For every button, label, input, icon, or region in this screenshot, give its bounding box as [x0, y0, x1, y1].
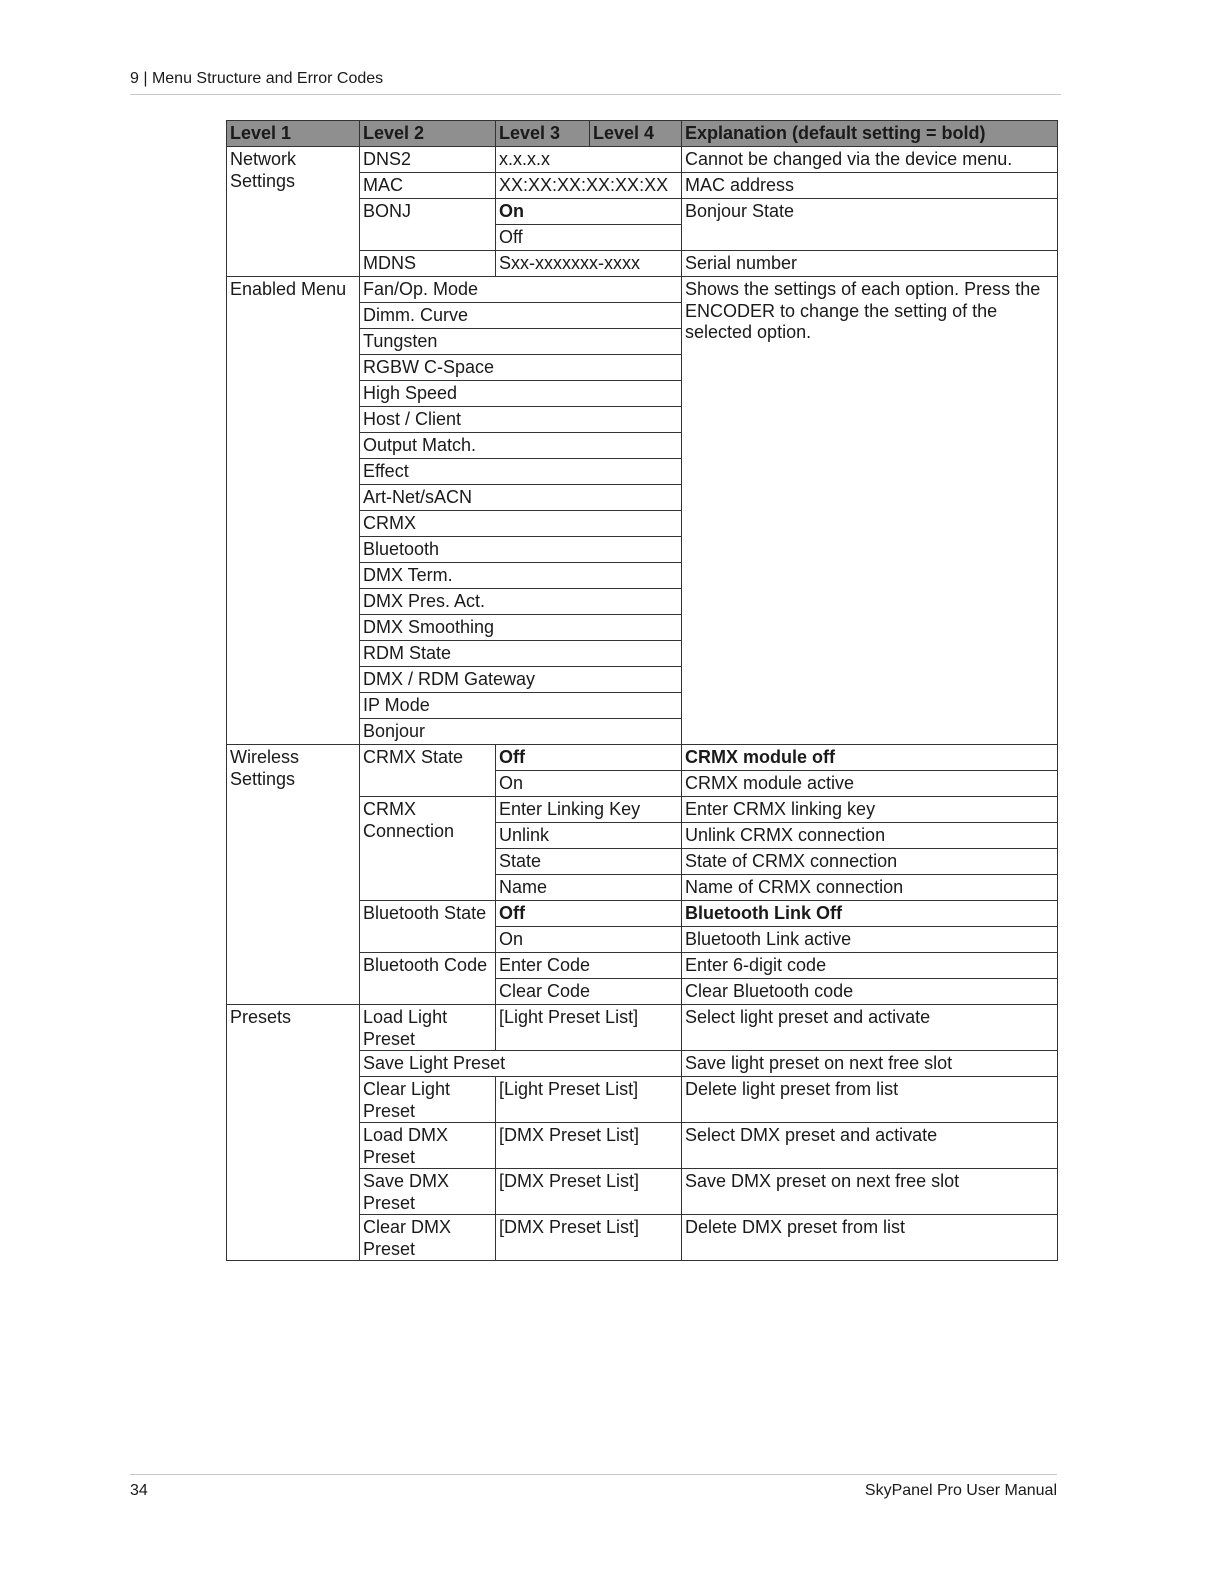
level3-mac-value: XX:XX:XX:XX:XX:XX: [496, 173, 682, 199]
explanation-bt-enter-code: Enter 6-digit code: [682, 953, 1058, 979]
level2-save-dmx-preset: Save DMX Preset: [360, 1169, 496, 1215]
header-explanation: Explanation (default setting = bold): [682, 121, 1058, 147]
explanation-clear-light: Delete light preset from list: [682, 1077, 1058, 1123]
level1-network-settings: Network Settings: [227, 147, 360, 277]
level1-enabled-menu: Enabled Menu: [227, 277, 360, 745]
table-row: [227, 277, 1058, 303]
page-header: [130, 70, 1061, 95]
level3-dmx-preset-list: [DMX Preset List]: [496, 1169, 682, 1215]
enabled-item: Effect: [360, 459, 682, 485]
enabled-item: High Speed: [360, 381, 682, 407]
header-level-3: Level 3: [496, 121, 590, 147]
level2-bluetooth-state: Bluetooth State: [360, 901, 496, 953]
page-number: 34: [130, 1482, 148, 1499]
enabled-item: Output Match.: [360, 433, 682, 459]
enabled-item: DMX Smoothing: [360, 615, 682, 641]
level2-crmx-connection: CRMX Connection: [360, 797, 496, 901]
level2-mac: MAC: [360, 173, 496, 199]
explanation-save-dmx: Save DMX preset on next free slot: [682, 1169, 1058, 1215]
table-row: [227, 1005, 1058, 1051]
enabled-item: Bluetooth: [360, 537, 682, 563]
explanation-bt-on: Bluetooth Link active: [682, 927, 1058, 953]
level3-crmx-state-on: On: [496, 771, 682, 797]
level3-crmx-conn-item: Enter Linking Key: [496, 797, 682, 823]
explanation-crmx-conn: Enter CRMX linking key: [682, 797, 1058, 823]
level2-clear-dmx-preset: Clear DMX Preset: [360, 1215, 496, 1261]
enabled-item: Bonjour: [360, 719, 682, 745]
level1-presets: Presets: [227, 1005, 360, 1261]
level3-crmx-conn-item: State: [496, 849, 682, 875]
explanation-enabled-menu: Shows the settings of each option. Press the ENCODER to change the setting of the selected option.: [682, 277, 1058, 745]
enabled-item: IP Mode: [360, 693, 682, 719]
menu-structure-table: [226, 120, 1058, 1261]
explanation-crmx-conn: State of CRMX connection: [682, 849, 1058, 875]
enabled-item: DMX Pres. Act.: [360, 589, 682, 615]
level3-dmx-preset-list: [DMX Preset List]: [496, 1123, 682, 1169]
level2-load-dmx-preset: Load DMX Preset: [360, 1123, 496, 1169]
table-row: [227, 745, 1058, 771]
page-footer: [130, 1474, 1057, 1500]
enabled-item: Host / Client: [360, 407, 682, 433]
enabled-item: DMX Term.: [360, 563, 682, 589]
level2-bonj: BONJ: [360, 199, 496, 251]
level3-bonj-off: Off: [496, 225, 682, 251]
explanation-crmx-on: CRMX module active: [682, 771, 1058, 797]
level3-light-preset-list: [Light Preset List]: [496, 1077, 682, 1123]
level3-bt-state-on: On: [496, 927, 682, 953]
table-row: [227, 147, 1058, 173]
explanation-crmx-conn: Name of CRMX connection: [682, 875, 1058, 901]
enabled-item: RDM State: [360, 641, 682, 667]
explanation-bt-off: Bluetooth Link Off: [682, 901, 1058, 927]
enabled-item: CRMX: [360, 511, 682, 537]
header-title: 9 | Menu Structure and Error Codes: [130, 70, 384, 87]
level3-light-preset-list: [Light Preset List]: [496, 1005, 682, 1051]
level2-dns2: DNS2: [360, 147, 496, 173]
explanation-clear-dmx: Delete DMX preset from list: [682, 1215, 1058, 1261]
level2-clear-light-preset: Clear Light Preset: [360, 1077, 496, 1123]
level3-crmx-state-off: Off: [496, 745, 682, 771]
level3-bt-state-off: Off: [496, 901, 682, 927]
explanation-bt-clear-code: Clear Bluetooth code: [682, 979, 1058, 1005]
enabled-item: DMX / RDM Gateway: [360, 667, 682, 693]
level2-mdns: MDNS: [360, 251, 496, 277]
level3-bonj-on: On: [496, 199, 682, 225]
level3-crmx-conn-item: Name: [496, 875, 682, 901]
explanation-mac: MAC address: [682, 173, 1058, 199]
level3-mdns-value: Sxx-xxxxxxx-xxxx: [496, 251, 682, 277]
explanation-crmx-conn: Unlink CRMX connection: [682, 823, 1058, 849]
table-header-row: [227, 121, 1058, 147]
level2-crmx-state: CRMX State: [360, 745, 496, 797]
enabled-item: Art-Net/sACN: [360, 485, 682, 511]
header-level-2: Level 2: [360, 121, 496, 147]
header-level-1: Level 1: [227, 121, 360, 147]
level3-bt-clear-code: Clear Code: [496, 979, 682, 1005]
level1-wireless-settings: Wireless Settings: [227, 745, 360, 1005]
level3-bt-enter-code: Enter Code: [496, 953, 682, 979]
explanation-crmx-off: CRMX module off: [682, 745, 1058, 771]
enabled-item: Tungsten: [360, 329, 682, 355]
explanation-mdns: Serial number: [682, 251, 1058, 277]
level3-dns2-value: x.x.x.x: [496, 147, 682, 173]
explanation-load-light: Select light preset and activate: [682, 1005, 1058, 1051]
manual-title: SkyPanel Pro User Manual: [864, 1482, 1057, 1499]
level2-save-light-preset: Save Light Preset: [360, 1051, 682, 1077]
header-level-4: Level 4: [590, 121, 682, 147]
level2-load-light-preset: Load Light Preset: [360, 1005, 496, 1051]
enabled-item: Dimm. Curve: [360, 303, 682, 329]
level2-bluetooth-code: Bluetooth Code: [360, 953, 496, 1005]
enabled-item: Fan/Op. Mode: [360, 277, 682, 303]
explanation-save-light: Save light preset on next free slot: [682, 1051, 1058, 1077]
level3-crmx-conn-item: Unlink: [496, 823, 682, 849]
enabled-item: RGBW C-Space: [360, 355, 682, 381]
explanation-load-dmx: Select DMX preset and activate: [682, 1123, 1058, 1169]
explanation-bonj: Bonjour State: [682, 199, 1058, 251]
level3-dmx-preset-list: [DMX Preset List]: [496, 1215, 682, 1261]
explanation-dns2: Cannot be changed via the device menu.: [682, 147, 1058, 173]
